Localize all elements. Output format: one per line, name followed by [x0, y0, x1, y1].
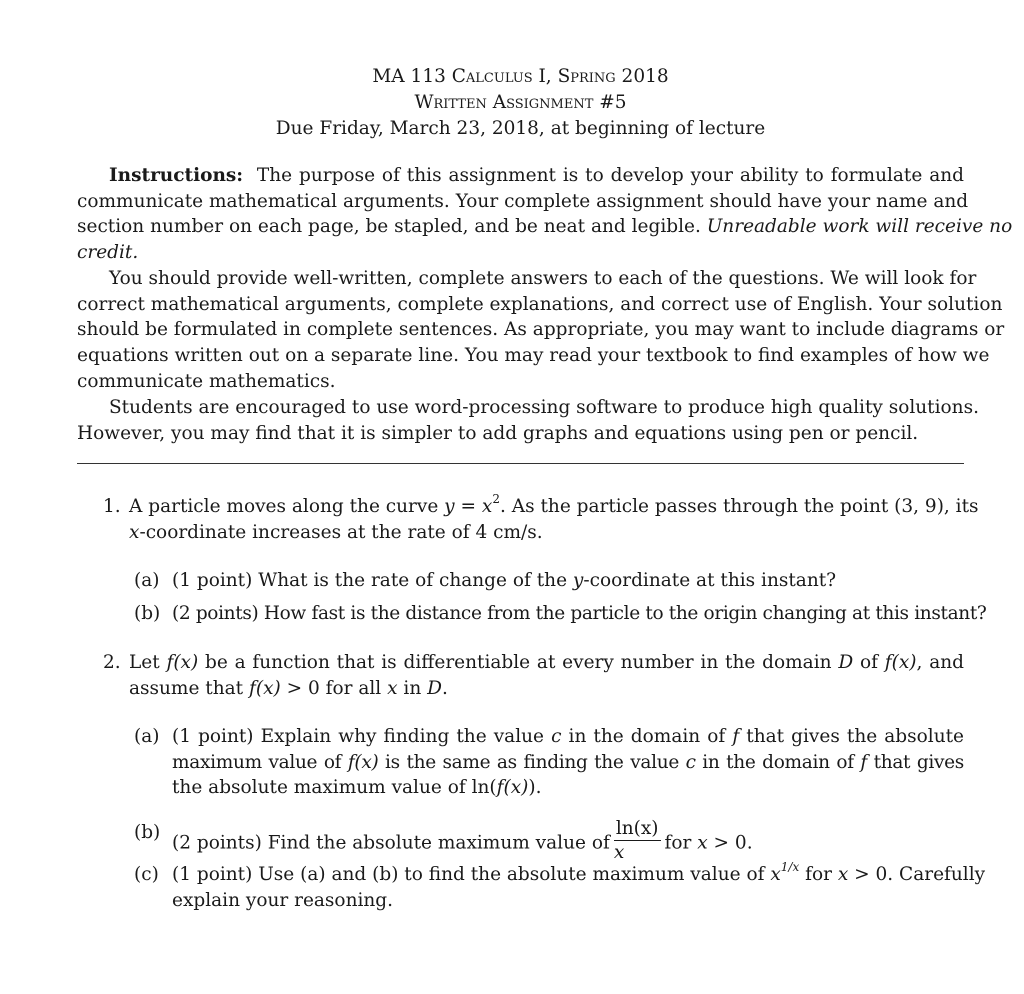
text-span: . As the particle passes through the point (3, 9), its: [499, 496, 979, 517]
math-variable: c: [551, 726, 562, 747]
math-variable: x: [129, 521, 140, 543]
part-body: [172, 859, 986, 913]
text-line: [172, 750, 964, 776]
question-body: [129, 650, 964, 701]
question-number: 1.: [103, 496, 121, 517]
text-span: (2 points) Find the absolute maximum value of: [172, 832, 610, 854]
text-span: The purpose of this assignment is to develop your ability to formulate and: [256, 165, 964, 186]
math-domain: D: [427, 677, 442, 699]
math-argument: (x): [173, 652, 199, 673]
text-line: should be formulated in complete sentences. As appropriate, you may want to include diagrams or: [77, 319, 1005, 341]
part-label: (c): [134, 864, 159, 885]
text-line: [77, 266, 977, 292]
text-line: [77, 395, 979, 421]
part-label: (b): [134, 822, 161, 843]
text-span: in: [397, 677, 428, 699]
text-span: You should provide well-written, complete answers to each of the questions. We will look for: [109, 268, 977, 289]
text-line: communicate mathematical arguments. Your complete assignment should have your name and: [77, 190, 969, 212]
text-line: [172, 820, 964, 867]
text-span: is the same as finding the value: [378, 751, 686, 773]
question-1: [103, 491, 979, 545]
text-line: [129, 520, 964, 546]
exponent: 2: [492, 491, 500, 506]
part-label: (a): [134, 726, 160, 747]
text-span: in the domain of: [695, 751, 861, 773]
text-span: section number on each page, be stapled, and be neat and legible.: [77, 216, 707, 238]
math-function: f: [732, 726, 740, 747]
text-line: communicate mathematics.: [77, 370, 336, 392]
question-2a: [134, 724, 964, 801]
text-line: However, you may find that it is simpler to add graphs and equations using pen or pencil.: [77, 422, 919, 444]
text-span: , and: [916, 652, 964, 673]
text-span: assume that: [129, 677, 249, 699]
course-title: [77, 64, 964, 90]
course-year: 2018: [615, 66, 669, 87]
assignment-number: #5: [593, 92, 627, 113]
text-span: maximum value of: [172, 751, 348, 773]
instructions-paragraph-2: [77, 266, 1005, 395]
math-function: f: [884, 652, 892, 673]
title-separator: ,: [545, 66, 558, 87]
text-span: -coordinate increases at the rate of 4 cm/s.: [139, 521, 543, 543]
text-span: Let: [129, 652, 167, 673]
math-base: x: [770, 864, 781, 885]
math-argument: (x): [891, 652, 917, 673]
text-span: ).: [528, 777, 542, 799]
assignment-name: Written Assignment: [414, 92, 594, 113]
text-span: that gives the absolute: [739, 726, 964, 747]
text-line: [77, 214, 1013, 240]
text-line: [172, 568, 964, 594]
question-2: [103, 650, 964, 701]
math-function: f: [166, 652, 174, 673]
math-variable: x: [387, 677, 398, 699]
question-2b: [134, 820, 964, 867]
text-line: [172, 775, 964, 801]
question-number: 2.: [103, 652, 121, 673]
text-span: for: [664, 832, 698, 854]
part-body: [172, 724, 964, 801]
math-expression: y = x: [444, 496, 493, 517]
part-body: [172, 568, 964, 594]
text-line: [129, 650, 964, 676]
math-domain: D: [838, 652, 854, 673]
section-divider: [77, 463, 964, 464]
text-line: [172, 724, 964, 750]
text-span: .: [441, 677, 448, 699]
question-2c: [134, 859, 986, 913]
assignment-title: [77, 90, 964, 116]
instructions-paragraph-1: [77, 163, 1013, 266]
math-variable: x: [697, 832, 708, 854]
math-argument: (x): [255, 677, 281, 699]
text-span: the absolute maximum value of ln(: [172, 777, 497, 799]
text-span: Students are encouraged to use word-processing software to produce high quality solutions.: [109, 397, 979, 418]
text-line: [172, 859, 986, 888]
part-label: (a): [134, 570, 160, 591]
exponent: 1/x: [780, 859, 800, 874]
math-variable: c: [685, 751, 696, 773]
text-span: be a function that is differentiable at every number in the domain: [198, 652, 839, 673]
fraction: [614, 818, 661, 865]
text-span: of: [853, 652, 885, 673]
text-span: A particle moves along the curve: [129, 496, 445, 517]
math-expression: f(x): [496, 777, 529, 799]
text-span: (1 point) What is the rate of change of the: [172, 570, 573, 591]
part-label: (b): [134, 603, 161, 624]
part-body: [172, 601, 987, 627]
text-span: for: [799, 864, 838, 885]
text-span: > 0 for all: [280, 677, 388, 699]
text-span: that gives: [866, 751, 964, 773]
instructions-paragraph-3: [77, 395, 979, 446]
text-line: correct mathematical arguments, complete explanations, and correct use of English. Your solution: [77, 293, 1003, 315]
title-block: [77, 64, 964, 142]
text-span: > 0. Carefully: [848, 864, 986, 885]
math-function: f: [860, 751, 867, 773]
course-name: Calculus I: [451, 66, 546, 87]
course-code: MA 113: [372, 66, 452, 87]
due-date: Due Friday, March 23, 2018, at beginning of lecture: [275, 118, 766, 139]
text-span: in the domain of: [561, 726, 733, 747]
question-body: [129, 491, 979, 545]
warning-text-continued: credit.: [77, 242, 139, 264]
question-1a: [134, 568, 964, 594]
text-line: equations written out on a separate line. You may read your textbook to find examples of how we: [77, 345, 990, 367]
course-term: Spring: [557, 66, 616, 87]
text-span: (1 point) Use (a) and (b) to find the absolute maximum value of: [172, 864, 771, 885]
question-1b: [134, 601, 987, 627]
text-span: -coordinate at this instant?: [583, 570, 837, 591]
math-expression: f(x): [347, 751, 379, 773]
instructions-label: Instructions:: [109, 165, 244, 186]
text-span: (1 point) Explain why finding the value: [172, 726, 552, 747]
math-function: f: [249, 677, 256, 699]
part-body: [172, 820, 964, 867]
math-variable: x: [837, 864, 849, 885]
text-line: [129, 676, 964, 702]
math-variable: y: [572, 570, 584, 591]
text-span: > 0.: [707, 832, 753, 854]
warning-text: Unreadable work will receive no: [706, 216, 1013, 238]
text-line: [77, 163, 964, 189]
text-line: explain your reasoning.: [172, 889, 394, 911]
fraction-numerator: ln(x): [615, 818, 659, 839]
text-line: (2 points) How fast is the distance from the particle to the origin changing at this instant?: [172, 603, 987, 624]
text-line: [129, 491, 979, 520]
fraction-denominator: x: [613, 842, 625, 863]
